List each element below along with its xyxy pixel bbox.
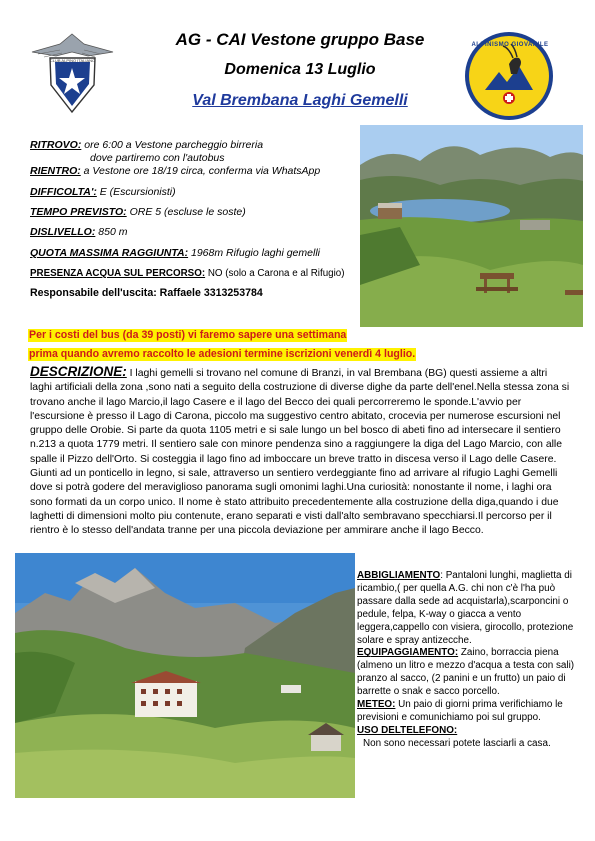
quota-line <box>30 247 320 260</box>
abbigliamento-text: : Pantaloni lunghi, maglietta di ricambio,( per quella A.G. chi non c'è l'ha può passare dalla sede ad acquistarla),scarponcini o pedule, felpa, K-way o giacca a vento leggera,cappello con visiera, girocollo, protezione solare e spray antizecche. <box>357 570 574 646</box>
equipaggiamento-label: EQUIPAGGIAMENTO: <box>357 647 459 659</box>
rifugio-landscape-photo <box>15 553 355 798</box>
acqua-label: PRESENZA ACQUA SUL PERCORSO: <box>30 268 206 279</box>
difficolta-label: DIFFICOLTA': <box>30 186 97 198</box>
telefono-label: USO DELTELEFONO: <box>357 724 458 736</box>
dislivello-line <box>30 226 127 239</box>
tempo-label: TEMPO PREVISTO: <box>30 206 127 218</box>
telefono-text: Non sono necessari potete lasciarli a casa. <box>363 737 551 749</box>
ritrovo-label: RITROVO: <box>30 139 82 151</box>
acqua-value: NO (solo a Carona e al Rifugio) <box>205 268 345 279</box>
ritrovo-line <box>30 139 263 152</box>
alpinismo-giovanile-logo-text: ALPINISMO GIOVANILE <box>471 42 549 48</box>
title-group: AG - CAI Vestone gruppo Base <box>175 30 425 49</box>
ritrovo-value: ore 6:00 a Vestone parcheggio birreria <box>81 139 264 151</box>
description-paragraph <box>30 365 570 539</box>
description-text: I laghi gemelli si trovano nel comune di Branzi, in val Brembana (BG) questi assieme a altri laghi artificiali della zona ,sono nati a seguito della costruzione di diverse dighe da parte dell'enel.Nella stessa zona si trovano anche il lago Marcio,il lago Casere e il lago del Becco dei quali percorreremo le sponde.L'avvio per l'escursione è presso il Lago di Carona, piccolo ma suggestivo centro abitato, crocevia per numerose escursioni nel gruppo delle Orobie. Si parte da quota 1105 metri e si sale lungo un bel bosco di abeti fino ad intersecare il sentiero n.213 a quota 1779 metri. Il sentiero sale con minore pendenza sino a raggiungere la diga del Lago Marcio, con alle spalle il Pizzo dell'Orto. Si costeggia il lago fino ad imboccare un breve tratto in discesa verso il Lago delle Casere. Giunti ad un ponticello in legno, si sale, attraverso un sentiero verdeggiante fino ad arrivare al rifugio Laghi Gemelli dove si potrà godere del meraviglioso panorama sugli omonimi laghi.Una curiosità: nonostante il nome, i laghi ora sono formati da un corpo unico. Il nome è stato attribuito precedentemente alla costruzione della diga,quando i due laghetti di dimensioni molto piu contenute, erano separati e visti dall'alto sembravano specchiarsi.Il percorso per il rientro è lo stesso dell'andata tranne per una piccola deviazione per ammirare anche il lago Becco. <box>30 368 570 537</box>
equipment-notes <box>357 570 579 751</box>
rientro-value: a Vestone ore 18/19 circa, conferma via WhatsApp <box>80 165 321 177</box>
dislivello-value: 850 m <box>95 226 128 238</box>
quota-value: 1968m Rifugio laghi gemelli <box>188 247 320 259</box>
meteo-text: Un paio di giorni prima verifichiamo le previsioni e comunichiamo poi sul gruppo. <box>357 699 563 723</box>
ritrovo-line-2: dove partiremo con l'autobus <box>90 152 225 164</box>
telefono-block <box>357 725 579 738</box>
dislivello-label: DISLIVELLO: <box>30 226 96 238</box>
tempo-line <box>30 206 246 219</box>
tempo-value: ORE 5 (escluse le soste) <box>126 206 246 218</box>
meteo-label: METEO: <box>357 699 396 711</box>
abbigliamento-label: ABBIGLIAMENTO <box>357 570 441 581</box>
equipaggiamento-text: Zaino, borraccia piena (almeno un litro e mezzo d'acqua a testa con sali) pranzo al sacco, (2 panini e un frutto) un paio di barrette o snak e sacco porcello. <box>357 647 575 698</box>
acqua-line <box>30 267 345 280</box>
rientro-label: RIENTRO: <box>30 165 81 177</box>
cai-logo <box>30 30 115 115</box>
rientro-line <box>30 165 320 178</box>
difficolta-value: E (Escursionisti) <box>96 186 176 198</box>
meteo-block <box>357 699 579 725</box>
title-destination: Val Brembana Laghi Gemelli <box>192 92 408 109</box>
difficolta-line <box>30 186 176 199</box>
equipaggiamento-block <box>357 647 579 699</box>
cai-logo-text: CLUB ALPINO ITALIANO <box>49 58 96 63</box>
description-label: DESCRIZIONE: <box>30 364 127 379</box>
lake-picnic-photo <box>360 125 583 327</box>
title-date: Domenica 13 Luglio <box>224 61 376 78</box>
abbigliamento-block <box>357 570 579 647</box>
bus-cost-notice-line2: prima quando avremo raccolto le adesioni termine iscrizioni venerdì 4 luglio. <box>29 348 416 360</box>
bus-cost-notice-line1: Per i costi del bus (da 39 posti) vi faremo sapere una settimana <box>29 329 347 341</box>
responsabile-line: Responsabile dell'uscita: Raffaele 3313253784 <box>30 287 263 299</box>
quota-label: QUOTA MASSIMA RAGGIUNTA: <box>30 247 189 259</box>
